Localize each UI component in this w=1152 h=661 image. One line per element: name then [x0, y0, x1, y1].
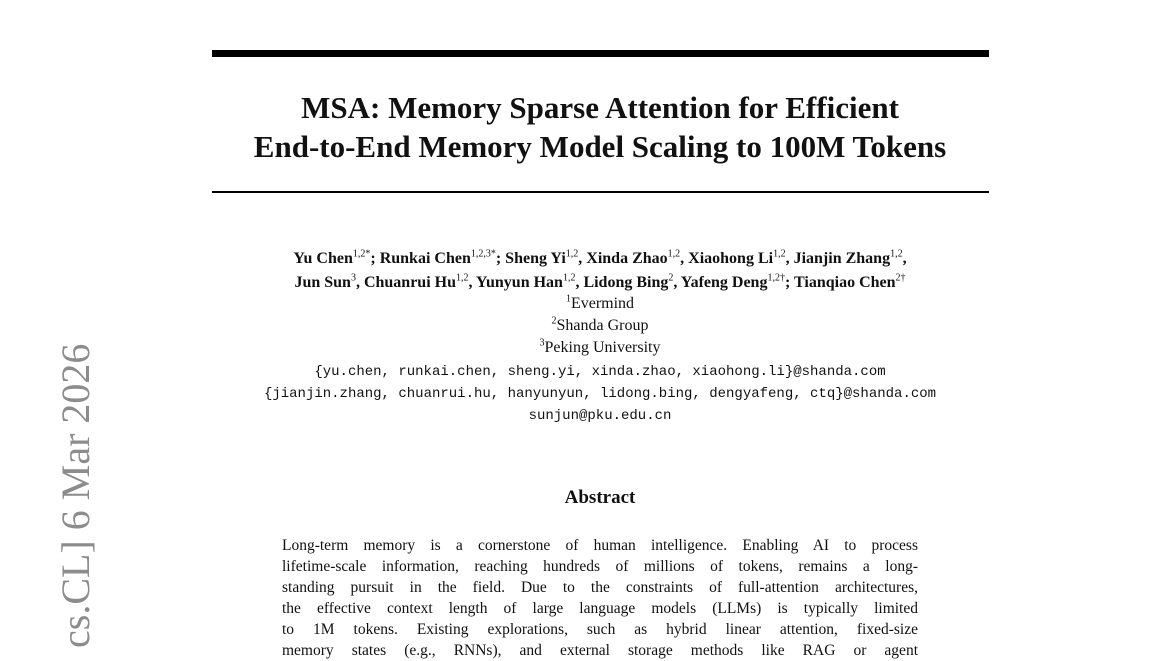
- author-name: Jun Sun: [294, 274, 351, 291]
- author-separator: ,: [673, 274, 678, 291]
- author-separator: ,: [575, 274, 580, 291]
- arxiv-identifier-stamp: cs.CL] 6 Mar 2026: [53, 343, 98, 648]
- author-separator: ,: [785, 250, 790, 267]
- title-line-1: MSA: Memory Sparse Attention for Efficient: [301, 90, 899, 125]
- author-separator: *: [490, 248, 496, 260]
- author-affiliation-mark: 1,2: [565, 248, 579, 260]
- email-line-shanda-2: {jianjin.zhang, chuanrui.hu, hanyunyun, lidong.bing, dengyafeng, ctq}@shanda.com: [263, 386, 937, 402]
- email-list: [150, 361, 1050, 427]
- author-name: Yunyun Han: [475, 274, 563, 291]
- affiliation-item: [150, 337, 1050, 359]
- author-separator: ,: [578, 250, 583, 267]
- affiliation-mark: 1: [565, 293, 571, 305]
- abstract-line: to 1M tokens. Existing explorations, such as hybrid linear attention, fixed-size: [282, 621, 918, 638]
- affiliation-list: [150, 293, 1050, 359]
- affiliation-name: Shanda Group: [556, 317, 649, 334]
- paper-title: [150, 88, 1050, 166]
- author-affiliation-mark: 1,2,3: [470, 248, 491, 260]
- author-name: Jianjin Zhang: [793, 250, 891, 267]
- title-top-rule: [212, 50, 989, 57]
- affiliation-mark: 2: [551, 315, 557, 327]
- abstract-line: Long-term memory is a cornerstone of human intelligence. Enabling AI to process: [282, 537, 918, 554]
- author-line-1: Yu Chen$^{1,2*}$; Runkai Chen$^{1,2,3*}$; Sheng Yi$^{1,2}$, Xinda Zhao$^{1,2}$, Xiaohong Li$^{1,2}$, Jianjin Zhang$^{1,2}$,: [293, 248, 907, 267]
- author-affiliation-mark: 1,2: [667, 248, 681, 260]
- abstract-line: lifetime-scale information, reaching hundreds of millions of tokens, remains a long-: [282, 558, 918, 575]
- author-separator: †: [779, 272, 785, 284]
- author-affiliation-mark: 1,2: [773, 248, 786, 260]
- author-name: Yafeng Deng: [680, 274, 768, 291]
- author-separator: ,: [468, 274, 473, 291]
- author-affiliation-mark: 1,2: [352, 248, 366, 260]
- author-separator: ,: [902, 250, 907, 267]
- title-bottom-rule: [212, 191, 989, 193]
- author-separator: *: [365, 248, 371, 260]
- affiliation-name: Peking University: [544, 339, 661, 356]
- author-affiliation-mark: 3: [350, 272, 356, 284]
- author-list: [150, 247, 1050, 295]
- author-name: Lidong Bing: [583, 274, 669, 291]
- author-affiliation-mark: 1,2: [767, 272, 780, 284]
- abstract-line: standing pursuit in the field. Due to the constraints of full-attention architectures,: [282, 579, 918, 596]
- author-affiliation-mark: 2†: [895, 272, 906, 284]
- author-name: Yu Chen: [293, 250, 353, 267]
- author-name: Runkai Chen: [379, 250, 471, 267]
- email-line-pku: sunjun@pku.edu.cn: [528, 408, 672, 424]
- author-name: Xinda Zhao: [586, 250, 668, 267]
- affiliation-mark: 3: [539, 337, 545, 349]
- author-affiliation-mark: 1,2: [456, 272, 469, 284]
- abstract-line: memory states (e.g., RNNs), and external storage methods like RAG or agent: [282, 642, 918, 659]
- affiliation-item: [150, 293, 1050, 315]
- email-line-shanda-1: {yu.chen, runkai.chen, sheng.yi, xinda.zhao, xiaohong.li}@shanda.com: [314, 364, 886, 380]
- author-separator: ,: [680, 250, 685, 267]
- author-affiliation-mark: 1,2: [562, 272, 576, 284]
- affiliation-item: [150, 315, 1050, 337]
- abstract-body: [282, 535, 918, 659]
- author-affiliation-mark: 2: [668, 272, 674, 284]
- abstract-heading: Abstract: [564, 487, 636, 508]
- title-line-2: End-to-End Memory Model Scaling to 100M Tokens: [253, 129, 947, 164]
- abstract-line: the effective context length of large language models (LLMs) is typically limited: [282, 600, 918, 617]
- author-affiliation-mark: 1,2: [890, 248, 903, 260]
- affiliation-name: Evermind: [570, 295, 635, 312]
- author-name: Sheng Yi: [505, 250, 566, 267]
- author-name: Tianqiao Chen: [794, 274, 896, 291]
- author-name: Chuanrui Hu: [363, 274, 456, 291]
- author-separator: ,: [355, 274, 360, 291]
- author-line-2: Jun Sun$^3$, Chuanrui Hu$^{1,2}$, Yunyun Han$^{1,2}$, Lidong Bing$^2$, Yafeng Deng$^{1,2\dagger}$; Tianqiao Chen$^{2\dagger}$: [294, 272, 906, 291]
- author-name: Xiaohong Li: [688, 250, 774, 267]
